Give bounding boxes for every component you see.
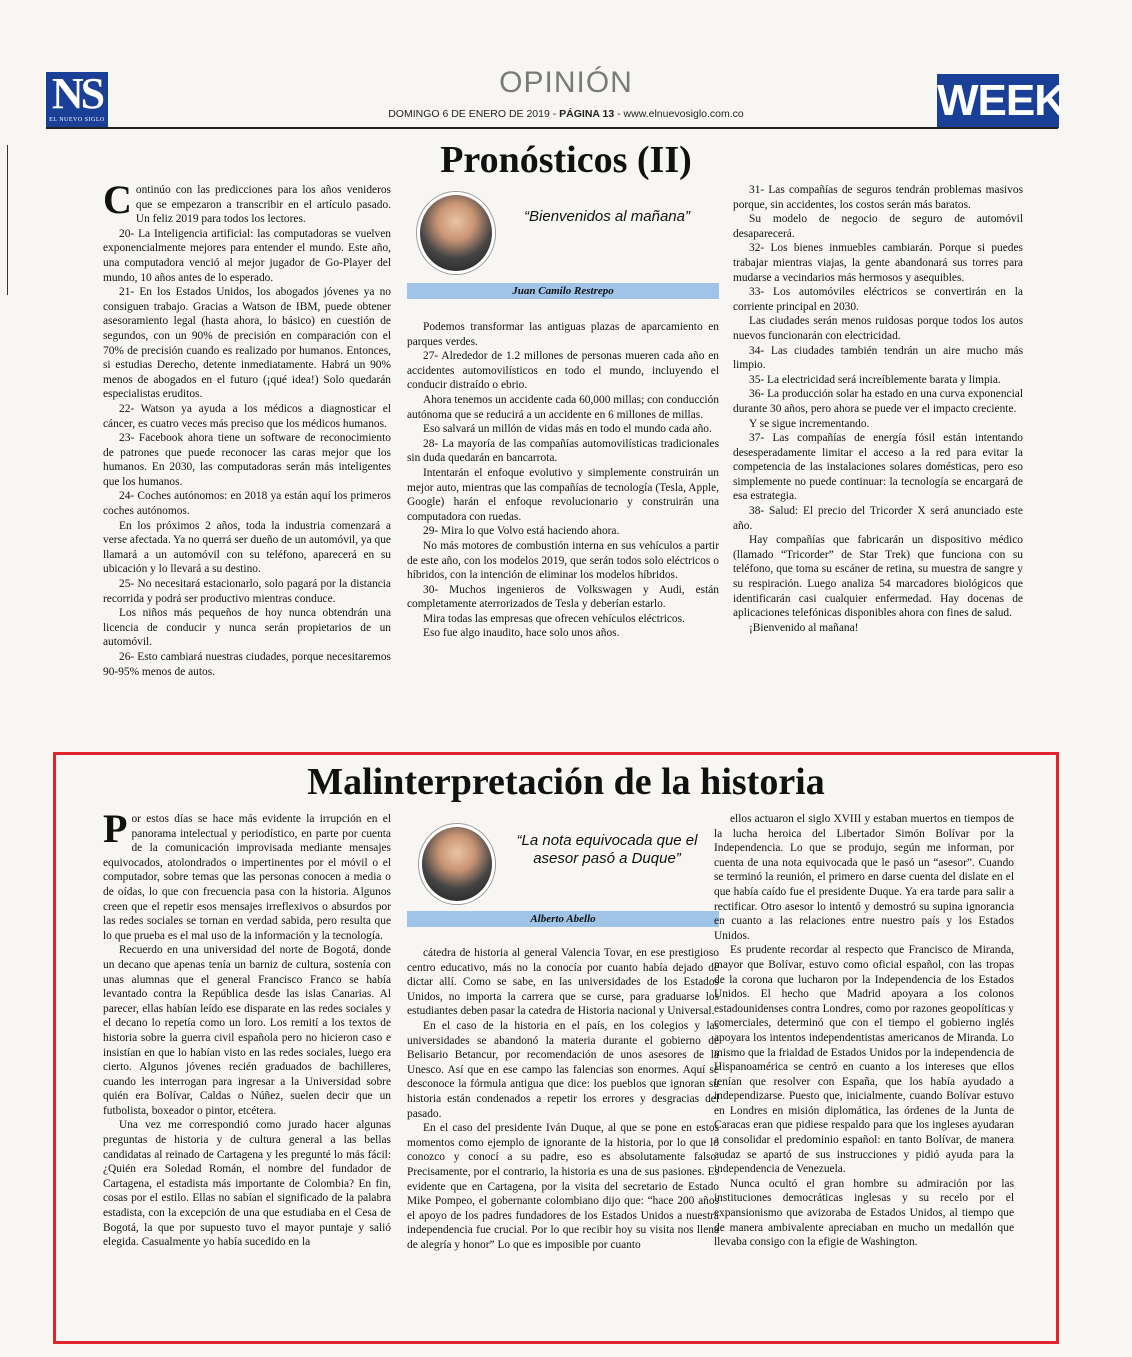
article2-headline: Malinterpretación de la historia	[307, 761, 825, 803]
logo-ns-text: NS	[51, 69, 103, 118]
paragraph: Nunca ocultó el gran hombre su admiración por las instituciones democráticas inglesas y su recelo por el expansionismo que avizoraba de Estados Unidos, al tiempo que de manera ambivalente apreciaban en mucho un medallón que llevaba consigo con la efigie de Washington.	[714, 1177, 1014, 1249]
paragraph: 28- La mayoría de las compañías automovilísticas tradicionales sin duda quedarán en bancarrota.	[407, 437, 719, 465]
paragraph: Es prudente recordar al respecto que Francisco de Miranda, mayor que Bolívar, estuvo como oficial español, con las tropas de la corona que lucharon por la Independencia de los Estados Unidos. El hecho que Madrid apoyara a los colonos estadounidenses contra Londres, como por razones geopolíticas y comerciales, determinó que con el tiempo el gobierno inglés apoyara los intentos independentistas americanos de Miranda. Lo mismo que la frialdad de Estados Unidos por la independencia de Hispanoamérica se centró en cuanto a los intereses que ellos tenían que resolver con España, que los había ayudado a independizarse. Puesto que, inicialmente, cuando Bolívar estuvo en Londres en misión diplomática, las órdenes de la Junta de Caracas eran que pidiese respaldo para que los ingleses ayudaran a consolidar el predominio español: en tanto Bolívar, de manera audaz se apartó de sus instrucciones y pidió ayuda para la independencia de Venezuela.	[714, 944, 1014, 1176]
paragraph-body: ontinúo con las predicciones para los años venideros que se empezaron a transcribir en el artículo pasado. Un feliz 2019 para todos los lectores.	[135, 184, 391, 226]
paragraph: 23- Facebook ahora tiene un software de reconocimiento de patrones que puede reconocer las caras mejor que los humanos. En 2030, las computadoras serán más inteligentes que los humanos.	[103, 432, 391, 488]
article2-column-3	[714, 812, 1014, 1250]
article1-column-3	[733, 183, 1023, 635]
paragraph: 22- Watson ya ayuda a los médicos a diagnosticar el cáncer, es cuatro veces más preciso que los médicos humanos.	[103, 402, 391, 430]
article1-headline: Pronósticos (II)	[440, 139, 692, 181]
article1-column-2	[407, 320, 719, 641]
author-name: Alberto Abello	[407, 911, 719, 927]
paragraph: 30- Muchos ingenieros de Volkswagen y Audi, están completamente aterrorizados de Tesla y deberían estarlo.	[407, 583, 719, 611]
article2-column-2	[407, 946, 719, 1252]
paragraph: Podemos transformar las antiguas plazas de aparcamiento en parques verdes.	[407, 321, 719, 348]
paragraph: Ahora tenemos un accidente cada 60,000 millas; con conducción autónoma que se reducirá a un accidente en 6 millones de millas.	[407, 393, 719, 421]
paragraph: Las ciudades serán menos ruidosas porque todos los autos nuevos funcionarán con electricidad.	[733, 315, 1023, 342]
paragraph: 20- La Inteligencia artificial: las computadoras se vuelven exponencialmente mejores para entender el mundo. Este año, una computadora venció al mejor jugador de Go-Player del mundo, 10 años antes de lo esperado.	[103, 227, 391, 284]
paragraph	[103, 806, 391, 943]
paragraph: cátedra de historia al general Valencia Tovar, en ese prestigioso centro educativo, más no la conocía por cuanto había dejado de dictar allí. Como se sabe, en las universidades de los Estados Unidos, no importa la carrera que se curse, para graduarse los estudiantes deben pasar la catedra de Historia nacional y Universal.	[407, 947, 719, 1018]
paragraph: Hay compañías que fabricarán un dispositivo médico (llamado “Tricorder” de Star Trek) que funciona con su teléfono, que toma su escáner de retina, su muestra de sangre y su respiración. Luego analiza 54 marcadores biológicos que identificarán casi cualquier enfermedad. Hay docenas de aplicaciones telefónicas disponibles ahora con fines de salud.	[733, 534, 1023, 620]
paragraph: 34- Las ciudades también tendrán un aire mucho más limpio.	[733, 344, 1023, 372]
paragraph: 38- Salud: El precio del Tricorder X será anunciado este año.	[733, 505, 1023, 532]
paragraph: ¡Bienvenido al mañana!	[749, 621, 859, 634]
page-number: PÁGINA 13	[559, 108, 615, 120]
paragraph: 27- Alrededor de 1.2 millones de personas mueren cada año en accidentes automovilísticos en todo el mundo, incluyendo el conducir distraído o ebrio.	[407, 350, 719, 392]
paragraph: 25- No necesitará estacionarlo, solo pagará por la distancia recorrida y podrá ser productivo mientras conduce.	[103, 578, 391, 605]
paragraph: 29- Mira lo que Volvo está haciendo ahora.	[423, 525, 620, 538]
paragraph: En el caso de la historia en el país, en los colegios y las universidades se abandonó la materia durante el gobierno de Belisario Betancur, por recomendación de unos asesores de la Unesco. Así que en ese campo las falencias son enormes. Aquí se desconoce la fórmula antigua que dice: los pueblos que ignoran su historia están condenados a repetir los errores y desgracias del pasado.	[407, 1019, 719, 1120]
paragraph: 36- La producción solar ha estado en una curva exponencial durante 30 años, pero ahora se puede ver el impacto creciente.	[733, 388, 1023, 415]
paragraph: Mira todas las empresas que ofrecen vehículos eléctricos.	[423, 612, 685, 625]
dropcap: C	[103, 177, 132, 222]
date-text: DOMINGO 6 DE ENERO DE 2019 -	[388, 108, 560, 120]
paragraph: No más motores de combustión interna en sus vehículos a partir de este año, con los modelos 2019, que serán todos solo eléctricos o híbridos, con la intención de eliminar los modelos híbridos.	[407, 539, 719, 582]
paragraph: Y se sigue incrementando.	[749, 417, 870, 430]
paragraph: ellos actuaron el siglo XVIII y estaban muertos en tiempos de la lucha heroica del Libertador Simón Bolívar por la Independencia. Lo que se produjo, según me informan, por cuenta de una nota equivocada que le pasó un “asesor”. Cuando se terminó la reunión, el primero en darse cuenta del dislate en el que había caído fue el presidente Duque. Ya era tarde para salir a rectificar. Otro asesor lo intentó y demostró su supina ignorancia en cuanto a las relaciones entre nuestro país y los Estados Unidos.	[714, 813, 1014, 942]
paragraph: 33- Los automóviles eléctricos se convertirán en la corriente principal en 2030.	[733, 286, 1023, 313]
paragraph: 37- Las compañías de energía fósil están intentando desesperadamente limitar el acceso a la red para evitar la competencia de las instalaciones solares domésticas, pero eso simplemente no puede continuar: la tecnología se encargará de esa estrategia.	[733, 432, 1023, 503]
paragraph-body: or estos días se hace más evidente la irrupción en el panorama intelectual y periodístico, en parte por cuenta de la comunicación improvisada mediante mensajes equivocados, atolondrados o impertinentes por el móvil o el computador, sobre temas que las personas conocen a media o de oídas, lo que con frecuencia pasa con la historia. Algunos creen que el repetir esos mensajes irreflexivos o absurdos por las redes sociales se tornan en verdad sabida, pero resulta que lo que prueba es el mal uso de la información y la tecnología.	[103, 813, 391, 942]
section-title: OPINIÓN	[499, 66, 633, 99]
paragraph: Los niños más pequeños de hoy nunca obtendrán una licencia de conducir y nunca serán propietarios de un automóvil.	[103, 607, 391, 649]
paragraph: Eso salvará un millón de vidas más en todo el mundo cada año.	[423, 423, 712, 436]
paragraph: En los próximos 2 años, toda la industria comenzará a verse afectada. Ya no querrá ser dueño de un automóvil, ya que llamará a un automóvil con su teléfono, aparecerá en su ubicación y lo llevará a su destino.	[103, 519, 391, 576]
paragraph: En el caso del presidente Iván Duque, al que se pone en estos momentos como ejemplo de ignorante de la historia, por lo que lo conozco y conocí a su padre, eso es absolutamente falso. Precisamente, por el contrario, la historia es una de sus pasiones. Es evidente que en Cartagena, por la visita del secretario de Estado Mike Pompeo, el gobernante colombiano dijo que: “hace 200 años el apoyo de los padres fundadores de los Estados Unidos a nuestra independencia fue crucial. Por lo que recibir hoy su visita nos llena de alegría y honor” Lo que es imposible por cuanto	[407, 1122, 719, 1251]
paragraph: Su modelo de negocio de seguro de automóvil desaparecerá.	[733, 213, 1023, 240]
article2-column-1	[103, 806, 391, 1250]
author-photo	[419, 824, 495, 904]
author-quote: “La nota equivocada que el asesor pasó a Duque”	[516, 832, 698, 867]
paragraph: Intentarán el enfoque evolutivo y simplemente construirán un mejor auto, mientras que las compañías de tecnología (Tesla, Apple, Google) harán el enfoque revolucionario y construirán una computadora con ruedas.	[407, 466, 719, 523]
article1-column-1	[103, 177, 391, 679]
author-photo	[417, 192, 495, 274]
site-url: - www.elnuevosiglo.com.co	[614, 108, 744, 120]
article1-author-box	[407, 190, 719, 302]
author-name: Juan Camilo Restrepo	[407, 283, 719, 299]
week-badge: WEEK	[937, 74, 1059, 128]
paragraph: 35- La electricidad será increíblemente barata y limpia.	[749, 373, 1001, 386]
paragraph: 32- Los bienes inmuebles cambiarán. Porque si puedes trabajar mientras viajas, la gente abandonará sus torres para mudarse a vecindarios más hermosos y asequibles.	[733, 242, 1023, 284]
header-divider	[46, 127, 1058, 129]
paragraph: Eso fue algo inaudito, hace solo unos años.	[423, 627, 620, 640]
paragraph: 21- En los Estados Unidos, los abogados jóvenes ya no consiguen trabajo. Gracias a Watson de IBM, puede obtener asesoramiento legal (hasta ahora, lo básico) en cuestión de segundos, con un 90% de precisión en comparación con el 70% de precisión cuando es realizado por humanos. Entonces, si estudias Derecho, detente inmediatamente. Habrá un 90% menos de abogados en el futuro (¡qué idea!) Solo quedarán especialistas eruditos.	[103, 286, 391, 401]
logo-subtitle: EL NUEVO SIGLO	[49, 117, 105, 123]
author-quote: “Bienvenidos al mañana”	[524, 208, 690, 225]
paragraph	[103, 177, 391, 227]
article2-author-box	[407, 822, 719, 930]
paragraph: Una vez me correspondió como jurado hacer algunas preguntas de historia y de cultura general a las bellas candidatas al reinado de Cartagena y les pregunté lo más fácil: ¿Quién era Soledad Román, el nombre del fundador de Cartagena, el estadista más importante de Colombia? En fin, cosas por el estilo. Ellas no sabían el significado de la palabra estadista, con la excepción de una que estudiaba en el Cesa de Bogotá, la que por supuesto tuvo el mayor puntaje y salió elegida. Casualmente yo había sucedido en la	[103, 1119, 391, 1249]
paragraph: 24- Coches autónomos: en 2018 ya están aquí los primeros coches autónomos.	[103, 490, 391, 518]
paragraph: 26- Esto cambiará nuestras ciudades, porque necesitaremos 90-95% menos de autos.	[103, 651, 391, 678]
dropcap: P	[103, 806, 128, 851]
paragraph: 31- Las compañías de seguros tendrán problemas masivos porque, sin accidentes, los costos serán más baratos.	[733, 184, 1023, 211]
paragraph: Recuerdo en una universidad del norte de Bogotá, donde un decano que apenas tenía un barniz de cultura, sostenía con unas alumnas que el general Francisco Franco se había levantado contra la República desde las islas Canarias. Al parecer, ellas habían leído ese disparate en las redes sociales y el decano lo repetía como un loro. Los remití a los textos de historia sobre la guerra civil española pero no hicieron caso e insistían en que lo habían visto en las redes sociales, luego era cierto. Algunos jóvenes recién graduados de bachilleres, cuando les interrogan para ingresar a la Universidad sobre quién era Bolívar, Caldas o Núñez, suelen decir que un futbolista, boxeador o pintor, etcétera.	[103, 944, 391, 1117]
